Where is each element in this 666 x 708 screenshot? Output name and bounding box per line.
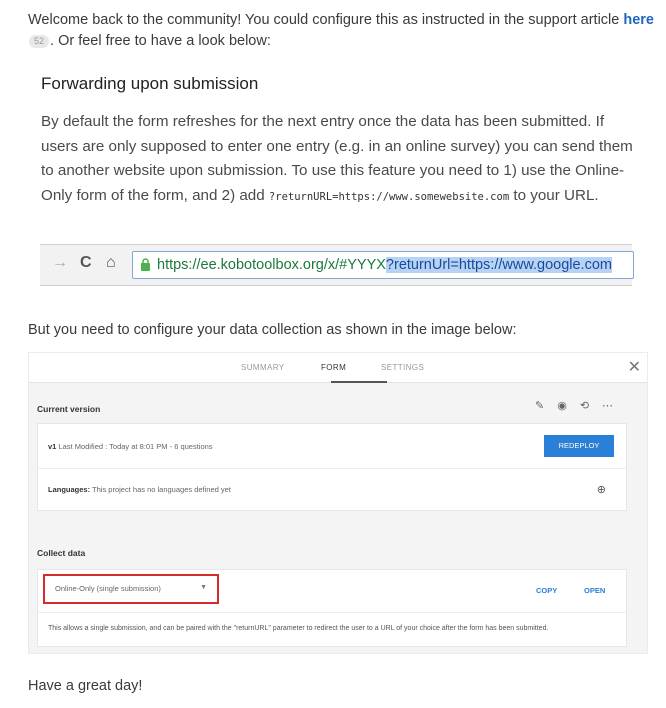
version-row	[38, 424, 626, 469]
edit-icon: ✎	[535, 400, 545, 412]
version-info	[48, 442, 213, 451]
intro-text: Welcome back to the community! You could configure this as instructed in the support article	[28, 12, 620, 28]
intro-text-end: . Or feel free to have a look below:	[50, 33, 271, 49]
support-article-link[interactable]: here	[623, 12, 654, 28]
version-card	[37, 423, 627, 511]
version-label: v1	[48, 442, 57, 451]
more-options-icon: ⋯	[602, 400, 614, 412]
current-version-title: Current version	[37, 404, 101, 414]
quote-body	[41, 110, 644, 209]
collect-method-value: Online-Only (single submission)	[55, 584, 161, 593]
languages-label: Languages:	[48, 485, 91, 494]
languages-info	[48, 485, 231, 494]
quote-title: Forwarding upon submission	[41, 74, 259, 93]
forward-arrow-icon: →	[52, 254, 68, 271]
collect-method-select	[43, 574, 219, 604]
collect-data-title: Collect data	[37, 548, 86, 558]
dropdown-caret-icon: ▼	[200, 584, 207, 591]
quote-body-text: By default the form refreshes for the next entry once the data has been submitted. If users are only supposed to enter one entry (e.g. in an online survey) you can send them to another website upon submission. To use this feature you need to 1) use the Online-Only form of the form, and 2) add	[41, 113, 633, 204]
url-text	[157, 257, 612, 273]
close-icon: ✕	[627, 359, 641, 376]
middle-paragraph: But you need to configure your data collection as shown in the image below:	[28, 322, 517, 338]
home-icon: ⌂	[106, 254, 116, 271]
collect-data-card	[37, 569, 627, 647]
address-bar	[132, 251, 634, 279]
replace-icon: ⟲	[579, 400, 590, 412]
project-tabs	[29, 353, 647, 383]
closing-paragraph: Have a great day!	[28, 678, 143, 694]
redeploy-button: REDEPLOY	[544, 435, 614, 457]
link-click-count-badge: 52	[29, 35, 49, 48]
preview-eye-icon: ◉	[557, 400, 567, 412]
open-button: OPEN	[584, 586, 606, 595]
kobo-form-screenshot	[28, 352, 648, 654]
lock-icon	[140, 258, 151, 271]
languages-row	[38, 469, 626, 511]
browser-bar-image	[40, 244, 632, 286]
quote-body-text-end: to your URL.	[509, 186, 599, 204]
tab-settings: SETTINGS	[381, 363, 425, 372]
globe-icon: ⊕	[596, 484, 606, 496]
url-base: https://ee.kobotoolbox.org/x/#YYYX	[157, 257, 386, 273]
reload-icon: C	[80, 254, 92, 271]
form-tools	[535, 399, 613, 412]
return-url-code: ?returnURL=https://www.somewebsite.com	[268, 190, 510, 203]
tab-summary: SUMMARY	[241, 363, 285, 372]
active-tab-indicator	[331, 381, 387, 383]
card-divider	[38, 612, 626, 613]
url-selected-part: ?returnUrl=https://www.google.com	[385, 257, 612, 273]
collect-note: This allows a single submission, and can be paired with the "returnURL" parameter to redirect the user to a URL of your choice after the form has been submitted.	[48, 625, 549, 632]
languages-value: This project has no languages defined yet	[92, 485, 231, 494]
tab-form: FORM	[321, 363, 347, 372]
version-meta: Last Modified : Today at 8:01 PM - 6 questions	[58, 442, 213, 451]
intro-paragraph	[28, 10, 658, 52]
copy-button: COPY	[536, 586, 558, 595]
